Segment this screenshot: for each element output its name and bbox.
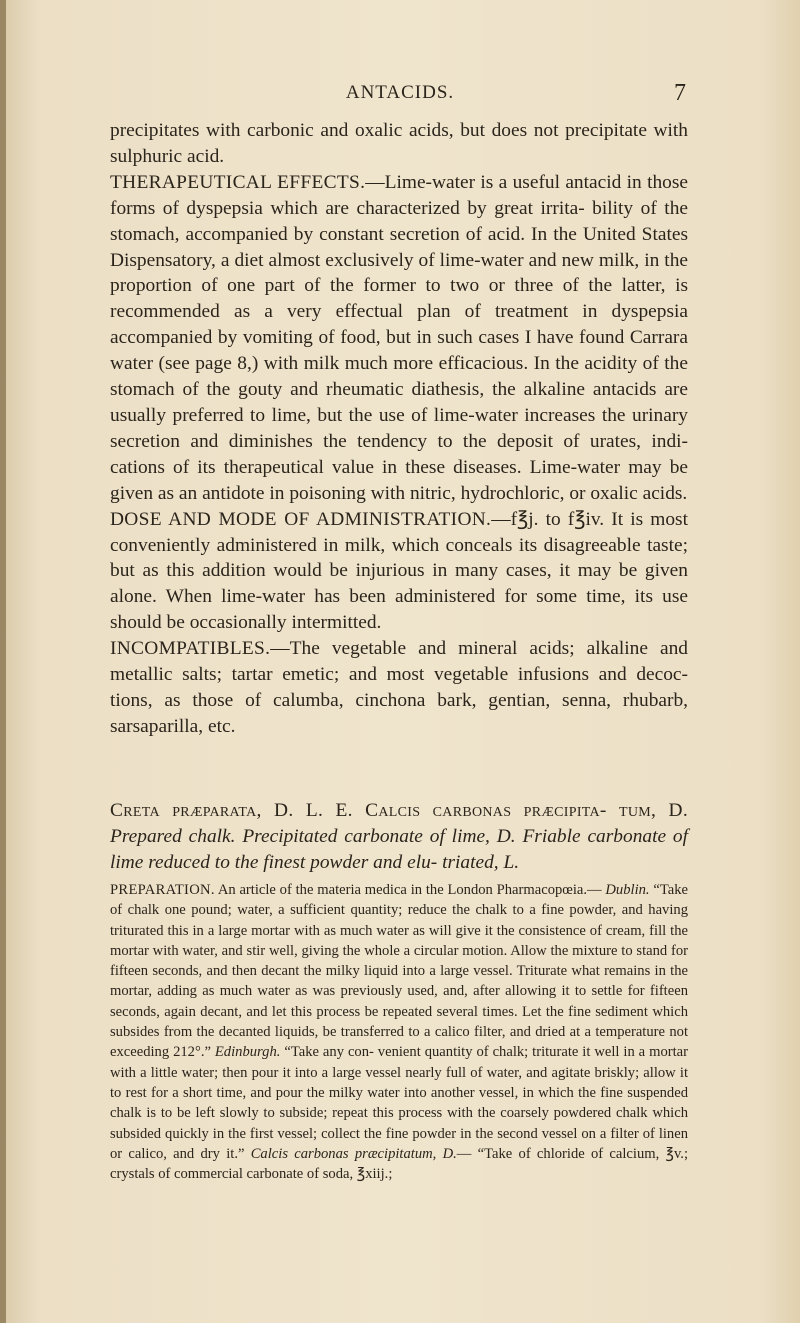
paragraph-text: —f℥j. to f℥iv. It is most conveniently administered in milk, which conceals its disagreeable taste; but as this addition would be injurious in many cases, it may be given alone. When lime-water has been administered for some time, its use should be occasionally intermitted. xyxy=(110,508,688,634)
page-gutter-shadow xyxy=(0,0,6,1323)
source-name: Edinburgh. xyxy=(214,1044,281,1061)
text-run: — “Take of chloride of calcium, ℥v.; crystals of commercial carbonate of soda, ℥xiij.; xyxy=(110,1145,689,1183)
paragraph-continuation xyxy=(110,118,688,170)
section-heading: PREPARATION. xyxy=(110,882,215,898)
source-name: Calcis carbonas præcipitatum, D. xyxy=(250,1145,457,1162)
preparation-text xyxy=(110,880,688,1184)
page-number: 7 xyxy=(674,80,686,106)
text-run: “Take of chalk one pound; water, a sufficient quantity; reduce the chalk to a fine powder, and having triturated this in a large mortar with as much water as will give it the consistence of cream, fill the mortar with water, and stir well, giving the whole a circular motion. Allow the mixture to stand for fifteen seconds, and then decant the milky liquid into a large vessel. Triturate what remains in the mortar, adding as much water as was previously used, and, after allowing it to settle for fifteen seconds, again decant, and let this process be repeated several times. Let the fine sediment which subsides from the decanted liquids, be transferred to a calico filter, and dried at a temperature not exceeding 212°.” xyxy=(110,882,688,1061)
paragraph-dose xyxy=(110,507,688,637)
section-heading: DOSE AND MODE OF ADMINISTRATION. xyxy=(110,508,492,530)
text-run: An article of the materia medica in the London Pharmacopœia.— xyxy=(214,882,606,898)
entry-title-latin: Creta præparata, D. L. E. Calcis carbonas præcipita- tum, D. xyxy=(110,800,688,821)
section-heading: INCOMPATIBLES. xyxy=(110,638,271,660)
paragraph-therapeutical-effects xyxy=(110,170,688,507)
entry-title xyxy=(110,798,688,876)
section-heading: THERAPEUTICAL EFFECTS. xyxy=(110,171,366,193)
entry-title-english: Prepared chalk. Precipitated carbonate of lime, D. Friable carbonate of lime reduced to the finest powder and elu- triated, L. xyxy=(110,825,688,873)
paragraph-text: precipitates with carbonic and oxalic acids, but does not precipitate with sulphuric acid. xyxy=(110,120,688,167)
paragraph-incompatibles xyxy=(110,636,688,740)
paragraph-text: —Lime-water is a useful antacid in those forms of dyspepsia which are characterized by great irrita- bility of the stomach, accompanied by constant secretion of acid. In the United States Dispensatory, a diet almost exclusively of lime-water and new milk, in the proportion of one part of the former to two or three of the latter, is recommended as a very effectual plan of treatment in dyspepsia accompanied by vomiting of food, but in such cases I have found Carrara water (see page 8,) with milk much more efficacious. In the acidity of the stomach of the gouty and rheumatic diathesis, the alkaline antacids are usually preferred to lime, but the use of lime-water increases the urinary secretion and diminishes the tendency to the deposit of urates, indi- cations of its therapeutical value in these diseases. Lime-water may be given as an antidote in poisoning with nitric, hydrochloric, or oxalic acids. xyxy=(110,171,688,504)
page-header xyxy=(0,82,800,112)
main-text xyxy=(110,118,688,740)
paragraph-text: —The vegetable and mineral acids; alkaline and metallic salts; tartar emetic; and most vegetable infusions and decoc- tions, as those of calumba, cinchona bark, gentian, senna, rhubarb, sarsaparilla, etc. xyxy=(110,638,688,737)
text-run: “Take any con- venient quantity of chalk; triturate it well in a mortar with a little water; then pour it into a large vessel nearly full of water, and agitate briskly; allow it to rest for a short time, and pour the milky water into another vessel, in which the fine suspended chalk is to be left slowly to subside; repeat this process with the coarsely powdered chalk which subsided quickly in the first vessel; collect the fine powder in the second vessel on a filter of linen or calico, and dry it.” xyxy=(110,1044,688,1162)
running-head: ANTACIDS. xyxy=(345,82,455,103)
source-name: Dublin. xyxy=(605,882,650,898)
